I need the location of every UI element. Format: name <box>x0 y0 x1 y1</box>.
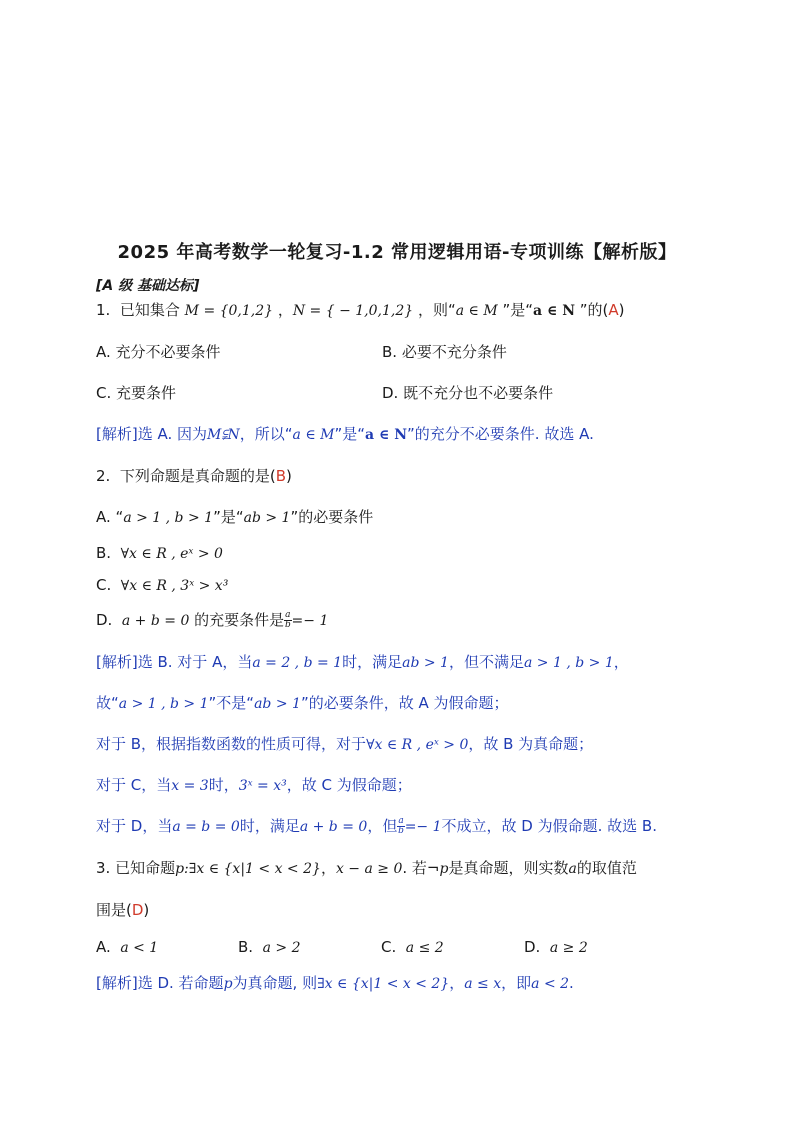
q2-solution-line-2: 故“a > 1 , b > 1”不是“ab > 1”的必要条件，故 A 为假命题； <box>96 694 509 712</box>
q2-option-b: B. ∀x ∈ R , eˣ > 0 <box>96 544 223 562</box>
q3-option-a: A. a < 1 <box>96 938 159 956</box>
q2-option-d: D. a + b = 0 的充要条件是 $\frac{a}{b}$ =− 1 <box>96 610 329 630</box>
q1-option-b: B. 必要不充分条件 <box>382 343 507 361</box>
fraction-a-over-b: $\frac{a}{b}$ <box>284 610 291 630</box>
q3-option-c: C. a ≤ 2 <box>381 938 444 956</box>
q2-stem: 2. 下列命题是真命题的是(B) <box>96 467 292 485</box>
q3-option-b: B. a > 2 <box>238 938 301 956</box>
fraction-a-over-b: $\frac{a}{b}$ <box>398 816 404 836</box>
q2-solution-line-1: [解析]选 B. 对于 A，当a = 2 , b = 1时，满足ab > 1，但不满足a > 1 , b > 1， <box>96 653 629 671</box>
q1-option-c: C. 充要条件 <box>96 384 177 402</box>
q3-option-d: D. a ≥ 2 <box>524 938 588 956</box>
q3-solution: [解析]选 D. 若命题p为真命题, 则∃x ∈ {x|1 < x < 2}，a ≤ x，即a < 2. <box>96 974 574 992</box>
q2-option-a: A. “a > 1 , b > 1”是“ab > 1”的必要条件 <box>96 508 374 526</box>
q3-stem-line-1: 3. 已知命题p:∃x ∈ {x|1 < x < 2}，x − a ≥ 0. 若¬p是真命题，则实数a的取值范 <box>96 859 637 877</box>
q2-option-c: C. ∀x ∈ R , 3ˣ > x³ <box>96 576 229 594</box>
q2-solution-line-4: 对于 C，当x = 3时，3ˣ = x³，故 C 为假命题； <box>96 776 412 794</box>
q3-stem-line-2: 围是(D) <box>96 901 150 919</box>
q1-option-d: D. 既不充分也不必要条件 <box>382 384 554 402</box>
q1-solution: [解析]选 A. 因为M⫋N，所以“a ∈ M”是“a ∈ N”的充分不必要条件. 故选 A. <box>96 425 594 443</box>
q2-answer: B <box>275 467 287 485</box>
document-title: 2025 年高考数学一轮复习-1.2 常用逻辑用语-专项训练【解析版】 <box>117 242 677 263</box>
q1-stem: 1. 已知集合 M = {0,1,2} ，N = { − 1,0,1,2} ，则“a ∈ M ”是“a ∈ N ”的(A) <box>96 301 625 319</box>
q1-option-a: A. 充分不必要条件 <box>96 343 221 361</box>
q3-answer: D <box>131 901 144 919</box>
q2-solution-line-3: 对于 B，根据指数函数的性质可得，对于∀x ∈ R , eˣ > 0，故 B 为真命题； <box>96 735 594 753</box>
q2-solution-line-5: 对于 D，当a = b = 0时，满足a + b = 0，但 $\frac{a}{b}$ =− 1不成立，故 D 为假命题. 故选 B. <box>96 816 657 836</box>
q1-answer: A <box>608 301 619 319</box>
section-level-heading: [A 级 基础达标] <box>96 278 200 294</box>
